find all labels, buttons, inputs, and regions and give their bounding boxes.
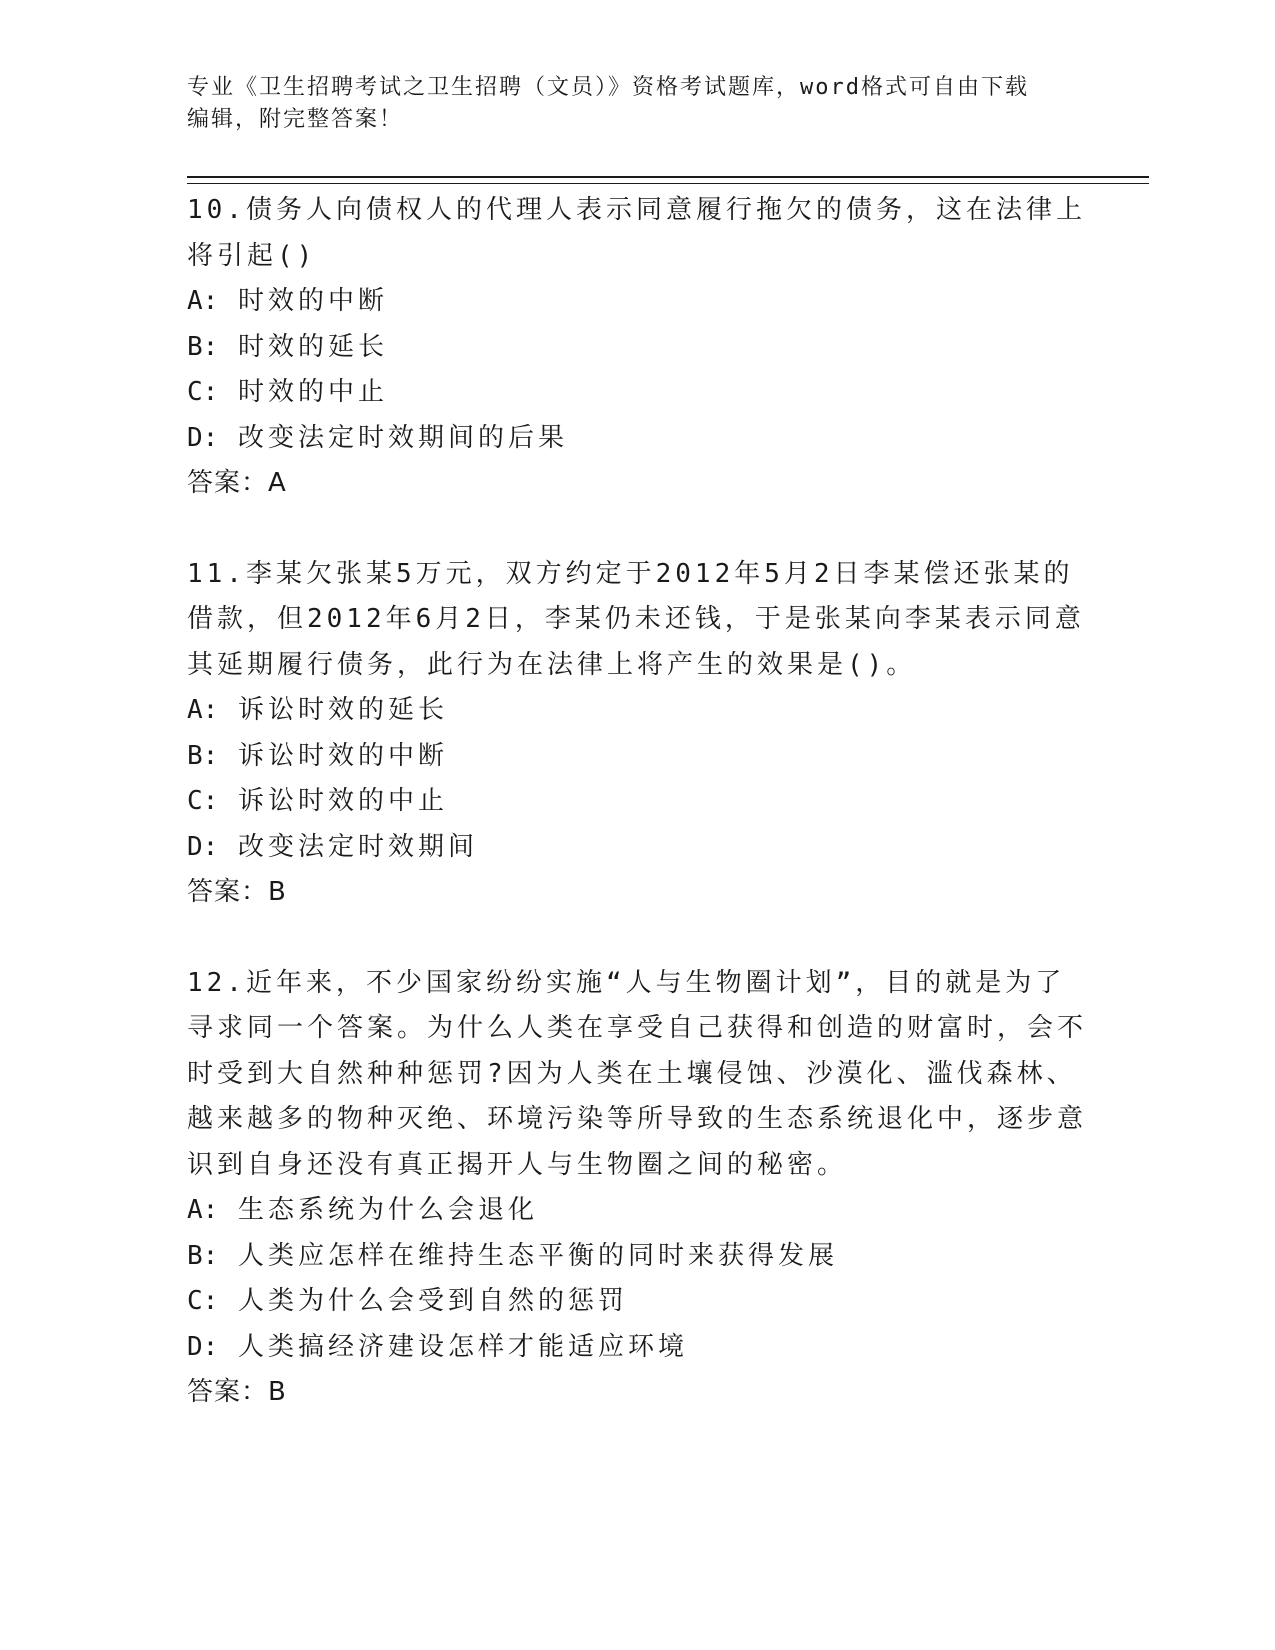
option-key: A: bbox=[187, 1195, 219, 1225]
option-d bbox=[187, 825, 1087, 871]
option-text: 人类应怎样在维持生态平衡的同时来获得发展 bbox=[237, 1240, 838, 1271]
option-text: 人类搞经济建设怎样才能适应环境 bbox=[237, 1331, 688, 1362]
header-divider-thin bbox=[187, 183, 1149, 184]
option-a bbox=[187, 279, 1087, 325]
option-key: D: bbox=[187, 831, 219, 862]
question-11 bbox=[187, 552, 1087, 916]
option-key: D: bbox=[187, 1331, 219, 1362]
header-divider-thick bbox=[187, 176, 1149, 178]
option-a bbox=[187, 1188, 1087, 1234]
option-key: A: bbox=[187, 695, 219, 725]
header-line-1: 专业《卫生招聘考试之卫生招聘（文员）》资格考试题库，word格式可自由下载 bbox=[187, 75, 1029, 100]
option-text: 诉讼时效的中断 bbox=[237, 740, 448, 771]
question-text: 11.李某欠张某5万元，双方约定于2012年5月2日李某偿还张某的借款，但2012年6月2日，李某仍未还钱，于是张某向李某表示同意其延期履行债务，此行为在法律上将产生的效果是()。 bbox=[187, 558, 1085, 680]
option-c bbox=[187, 370, 1087, 416]
question-text: 10.债务人向债权人的代理人表示同意履行拖欠的债务，这在法律上将引起() bbox=[187, 195, 1086, 271]
option-text: 时效的中止 bbox=[237, 377, 388, 407]
question-12 bbox=[187, 961, 1087, 1416]
option-key: B: bbox=[187, 331, 219, 362]
option-text: 时效的中断 bbox=[237, 286, 388, 316]
option-key: C: bbox=[187, 1286, 219, 1316]
option-d bbox=[187, 416, 1087, 462]
question-list bbox=[187, 188, 1087, 1461]
answer: 答案：B bbox=[187, 877, 287, 907]
document-header bbox=[187, 72, 1077, 136]
option-text: 时效的延长 bbox=[237, 331, 388, 362]
option-b bbox=[187, 325, 1087, 371]
option-text: 诉讼时效的延长 bbox=[237, 695, 448, 725]
option-a bbox=[187, 688, 1087, 734]
option-key: A: bbox=[187, 286, 219, 316]
option-key: B: bbox=[187, 1240, 219, 1271]
question-text: 12.近年来，不少国家纷纷实施“人与生物圈计划”，目的就是为了寻求同一个答案。为什么人类在享受自己获得和创造的财富时，会不时受到大自然种种惩罚?因为人类在土壤侵蚀、沙漠化、滥伐森林、越来越多的物种灭绝、环境污染等所导致的生态系统退化中，逐步意识到自身还没有真正揭开人与生物圈之间的秘密。 bbox=[187, 967, 1088, 1180]
option-c bbox=[187, 1279, 1087, 1325]
option-text: 诉讼时效的中止 bbox=[237, 786, 448, 816]
option-text: 人类为什么会受到自然的惩罚 bbox=[237, 1286, 628, 1316]
header-line-2: 编辑，附完整答案！ bbox=[187, 107, 404, 132]
option-text: 生态系统为什么会退化 bbox=[237, 1195, 538, 1225]
option-b bbox=[187, 734, 1087, 780]
answer: 答案：A bbox=[187, 468, 287, 498]
option-key: B: bbox=[187, 740, 219, 771]
option-d bbox=[187, 1325, 1087, 1371]
option-key: C: bbox=[187, 377, 219, 407]
option-key: C: bbox=[187, 786, 219, 816]
option-text: 改变法定时效期间的后果 bbox=[237, 422, 568, 453]
option-key: D: bbox=[187, 422, 219, 453]
option-text: 改变法定时效期间 bbox=[237, 831, 478, 862]
option-c bbox=[187, 779, 1087, 825]
answer: 答案：B bbox=[187, 1377, 287, 1407]
question-10 bbox=[187, 188, 1087, 507]
option-b bbox=[187, 1234, 1087, 1280]
